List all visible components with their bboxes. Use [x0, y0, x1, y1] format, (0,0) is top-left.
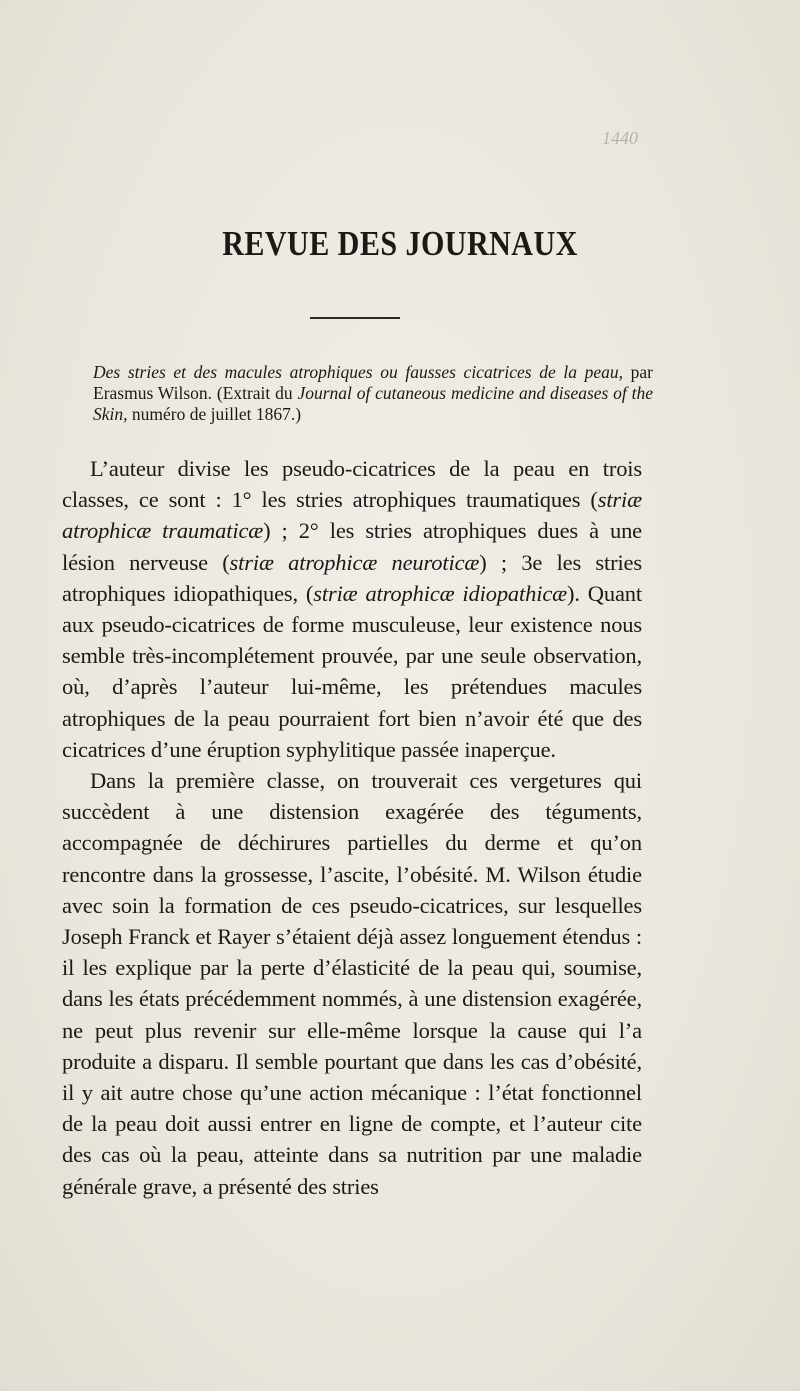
section-title: REVUE DES JOURNAUX	[222, 224, 578, 263]
article-body	[62, 453, 642, 1202]
paragraph-1-text-a: L’auteur divise les pseudo-cicatrices de la peau en trois classes, ce sont : 1° les stries atrophiques traumatiques (	[62, 456, 642, 513]
paragraph-1-text-g: ). Quant aux pseudo-cicatrices de forme musculeuse, leur existence nous semble très-incomplétement prouvée, par une seule observation, où, d’après l’auteur lui-même, les prétendues macules atrophiques de la peau pourraient fort bien n’avoir été que des cicatrices d’une éruption syphylitique passée inaperçue.	[62, 580, 642, 762]
title-rule	[310, 317, 400, 319]
latin-term-traumatic: striæ atrophicæ traumaticæ	[62, 487, 642, 544]
citation-author: par Erasmus Wilson. (Extrait du	[93, 362, 653, 403]
latin-term-idiopathic: striæ atrophicæ idiopathicæ	[313, 580, 568, 606]
paragraph-2: Dans la première classe, on trouverait ces vergetures qui succèdent à une distension exagérée des téguments, accompagnée de déchirures partielles du derme et qu’on rencontre dans la grossesse, l’ascite, l’obésité. M. Wilson étudie avec soin la formation de ces pseudo-cicatrices, sur lesquelles Joseph Franck et Rayer s’étaient déjà assez longuement étendus : il les explique par la perte d’élasticité de la peau qui, soumise, dans les états précédemment nommés, à une distension exagérée, ne peut plus revenir sur elle-même lorsque la cause qui l’a produite a disparu. Il semble pourtant que dans les cas d’obésité, il y ait autre chose qu’une action mécanique : l’état fonctionnel de la peau doit aussi entrer en ligne de compte, et l’auteur cite des cas où la peau, atteinte dans sa nutrition par une maladie générale grave, a présenté des stries	[62, 768, 642, 1199]
paragraph-1	[62, 453, 642, 765]
citation-issue: numéro de juillet 1867.)	[127, 404, 302, 424]
article-citation	[93, 362, 653, 425]
journal-name: Journal of cutaneous medicine and diseases of the Skin,	[93, 383, 653, 424]
paragraph-1-text-c: ) ; 2° les stries atrophiques dues à une lésion nerveuse (	[62, 518, 643, 575]
latin-term-neurotic: striæ atrophicæ neuroticæ	[229, 549, 480, 575]
paragraph-1-text-e: ) ; 3e les stries atrophiques idiopathiques, (	[62, 549, 643, 606]
page-number: 1440	[602, 128, 638, 148]
article-title: Des stries et des macules atrophiques ou fausses cicatrices de la peau,	[93, 362, 624, 382]
